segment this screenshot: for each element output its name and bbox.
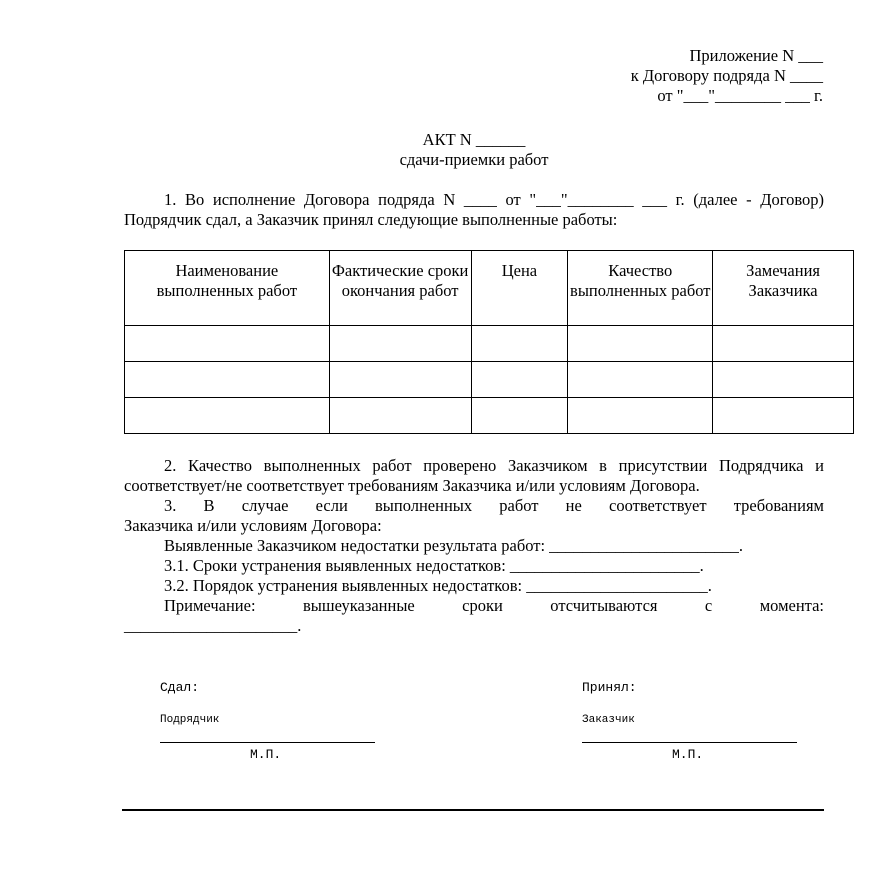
table-row bbox=[125, 326, 854, 362]
works-table bbox=[124, 250, 854, 434]
table-header-cell bbox=[125, 251, 330, 326]
table-header-row bbox=[125, 251, 854, 326]
paragraph-3-line-1: 3. В случае если выполненных работ не соответствует требованиям bbox=[164, 496, 824, 515]
header-quality: Качество выполненных работ bbox=[570, 261, 711, 300]
left-signature-role: Подрядчик bbox=[160, 714, 220, 726]
intro-paragraph bbox=[124, 190, 824, 230]
left-signature-line bbox=[160, 742, 375, 743]
right-stamp-label: М.П. bbox=[672, 747, 704, 762]
right-signature-role: Заказчик bbox=[582, 714, 635, 726]
intro-line-1: 1. Во исполнение Договора подряда N ____ от "___"________ ___ г. (далее - Договор) bbox=[164, 190, 824, 209]
table-cell bbox=[125, 362, 330, 398]
paragraph-2-line-1: 2. Качество выполненных работ проверено Заказчиком в присутствии Подрядчика и bbox=[164, 456, 824, 475]
appendix-contract-ref: к Договору подряда N ____ bbox=[630, 66, 823, 85]
paragraph-2-line-2: соответствует/не соответствует требованиям Заказчика и/или условиям Договора. bbox=[124, 476, 700, 495]
header-work-name: Наименование выполненных работ bbox=[156, 261, 298, 300]
table-cell bbox=[568, 362, 713, 398]
table-header-cell bbox=[471, 251, 568, 326]
table-cell bbox=[471, 398, 568, 434]
paragraph-3-2: 3.2. Порядок устранения выявленных недостатков: ______________________. bbox=[164, 576, 712, 595]
table-header-cell bbox=[329, 251, 471, 326]
page-bottom-rule bbox=[122, 809, 824, 811]
paragraph-3-1: 3.1. Сроки устранения выявленных недостатков: _______________________. bbox=[164, 556, 704, 575]
note-line-1: Примечание: вышеуказанные сроки отсчитываются с момента: bbox=[164, 596, 824, 615]
appendix-number: Приложение N ___ bbox=[689, 46, 823, 65]
left-stamp-label: М.П. bbox=[250, 747, 282, 762]
right-signature-label: Принял: bbox=[582, 680, 637, 695]
left-signature-label: Сдал: bbox=[160, 680, 200, 695]
table-cell bbox=[329, 326, 471, 362]
act-subtitle: сдачи-приемки работ bbox=[399, 150, 549, 169]
table-header-cell bbox=[713, 251, 854, 326]
table-cell bbox=[471, 326, 568, 362]
table-cell bbox=[713, 326, 854, 362]
table-cell bbox=[471, 362, 568, 398]
header-actual-dates: Фактические сроки окончания работ bbox=[331, 261, 469, 300]
defects-line: Выявленные Заказчиком недостатки результата работ: _______________________. bbox=[164, 536, 744, 555]
appendix-date: от "___"________ ___ г. bbox=[657, 86, 823, 105]
intro-line-2: Подрядчик сдал, а Заказчик принял следующие выполненные работы: bbox=[124, 210, 618, 229]
appendix-header bbox=[423, 46, 823, 106]
table-cell bbox=[568, 398, 713, 434]
document-title bbox=[300, 130, 648, 170]
paragraph-3-line-2: Заказчика и/или условиям Договора: bbox=[124, 516, 382, 535]
table-cell bbox=[713, 398, 854, 434]
table-cell bbox=[329, 398, 471, 434]
act-number: АКТ N ______ bbox=[422, 130, 526, 149]
table-row bbox=[125, 398, 854, 434]
table-header-cell bbox=[568, 251, 713, 326]
right-signature-line bbox=[582, 742, 797, 743]
table-cell bbox=[125, 398, 330, 434]
note-line-2: _____________________. bbox=[124, 616, 302, 635]
table-cell bbox=[568, 326, 713, 362]
table-cell bbox=[713, 362, 854, 398]
header-customer-remarks: Замечания Заказчика bbox=[746, 261, 820, 300]
body-text bbox=[124, 456, 824, 636]
table-cell bbox=[329, 362, 471, 398]
table-cell bbox=[125, 326, 330, 362]
table-row bbox=[125, 362, 854, 398]
header-price: Цена bbox=[501, 261, 538, 280]
